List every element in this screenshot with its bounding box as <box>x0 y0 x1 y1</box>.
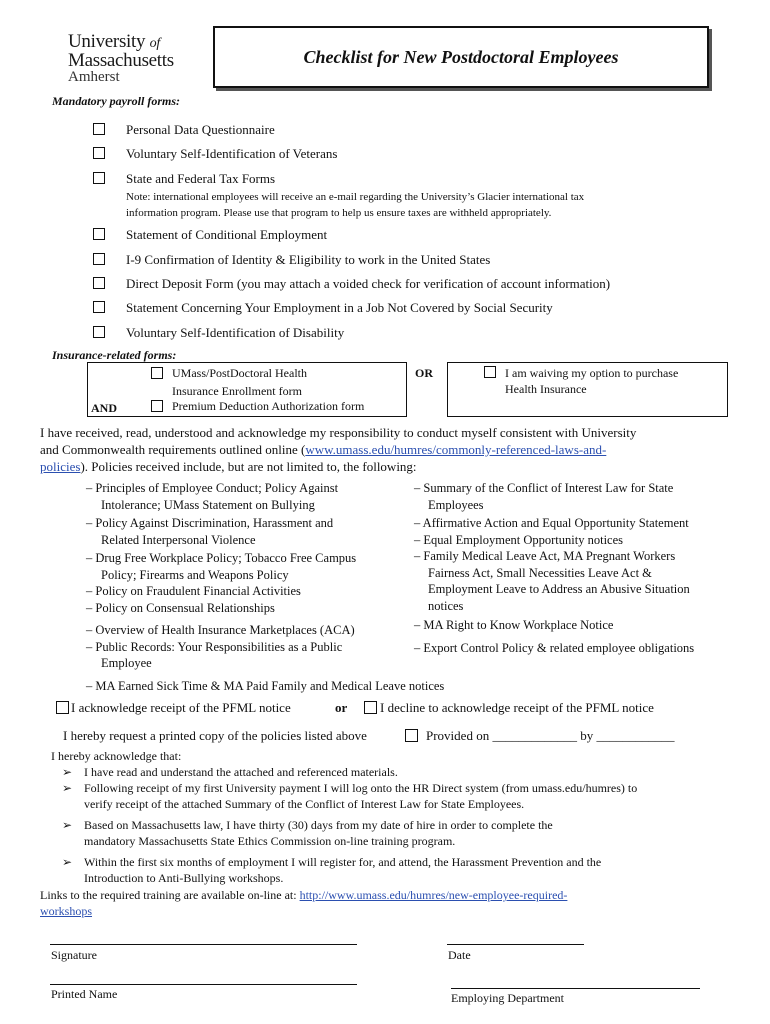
waive-line: Health Insurance <box>505 382 587 396</box>
policy-list-right <box>414 480 744 656</box>
checkbox[interactable] <box>93 253 105 265</box>
policy-item: – Affirmative Action and Equal Opportunity Statement <box>414 516 689 530</box>
policy-item: – Drug Free Workplace Policy; Tobacco Free Campus Policy; Firearms and Weapons Policy <box>86 551 357 582</box>
arrow-bullet-icon: ➢ <box>62 818 73 832</box>
pfml-decline-label: I decline to acknowledge receipt of the PFML notice <box>380 700 654 715</box>
provided-on-line: Provided on _____________ by ____________ <box>426 728 675 743</box>
date-line <box>447 944 584 945</box>
waive-insurance-checkbox[interactable] <box>484 366 496 378</box>
policies-link[interactable]: www.umass.edu/humres/commonly-referenced-laws-and- <box>305 442 607 457</box>
payroll-item[interactable] <box>93 227 327 243</box>
department-line <box>451 988 700 989</box>
pfml-ack-checkbox[interactable] <box>56 701 69 714</box>
policy-list-left <box>86 480 406 672</box>
checkbox[interactable] <box>93 172 105 184</box>
payroll-item-label: Statement Concerning Your Employment in a Job Not Covered by Social Security <box>126 300 553 315</box>
umass-health-checkbox[interactable] <box>151 367 163 379</box>
printed-name-line <box>50 984 357 985</box>
payroll-item-label: Direct Deposit Form (you may attach a voided check for verification of account information) <box>126 276 611 291</box>
ack-line: ). Policies received include, but are not limited to, the following: <box>80 459 417 474</box>
insurance-heading: Insurance-related forms: <box>52 348 177 362</box>
payroll-item-label: Personal Data Questionnaire <box>126 122 275 137</box>
payroll-item-label: Voluntary Self-Identification of Disability <box>126 325 345 340</box>
logo-line1: University <box>68 31 146 52</box>
checkbox[interactable] <box>93 147 105 159</box>
policy-item: – Policy on Fraudulent Financial Activities <box>86 584 301 598</box>
training-link-cont[interactable]: workshops <box>40 904 93 918</box>
tax-note <box>126 189 584 221</box>
payroll-item[interactable] <box>93 325 344 341</box>
payroll-item[interactable] <box>93 122 275 138</box>
payroll-item[interactable] <box>93 300 553 316</box>
payroll-item-label: Voluntary Self-Identification of Veterans <box>126 146 338 161</box>
acknowledge-heading: I hereby acknowledge that: <box>51 749 182 763</box>
policy-item: – Policy on Consensual Relationships <box>86 600 275 615</box>
payroll-item[interactable] <box>93 276 610 292</box>
signature-label: Signature <box>51 948 97 962</box>
printed-copy-request: I hereby request a printed copy of the policies listed above <box>63 728 367 743</box>
policy-item: – Public Records: Your Responsibilities as a Public Employee <box>86 639 343 670</box>
pfml-ack-label: I acknowledge receipt of the PFML notice <box>71 700 291 715</box>
checkbox[interactable] <box>93 123 105 135</box>
or-label: OR <box>415 366 433 380</box>
payroll-item[interactable] <box>93 171 275 187</box>
acknowledge-bullet: ➢ I have read and understand the attached and referenced materials. <box>62 765 398 779</box>
logo-line2: Massachusetts <box>68 50 174 71</box>
logo-of: of <box>149 36 160 51</box>
checkbox[interactable] <box>93 326 105 338</box>
training-links <box>40 887 740 919</box>
checkbox[interactable] <box>93 228 105 240</box>
acknowledge-bullet: ➢ Based on Massachusetts law, I have thirty (30) days from my date of hire in order to complete the mandatory Massachusetts State Ethics Commission on-line training program. <box>62 818 553 848</box>
tax-note-line: Note: international employees will receive an e-mail regarding the University’s Glacier international tax <box>126 191 585 203</box>
premium-deduction-checkbox[interactable] <box>151 400 163 412</box>
policy-item: – Overview of Health Insurance Marketplaces (ACA) <box>86 623 355 637</box>
arrow-bullet-icon: ➢ <box>62 781 73 795</box>
waive-line: I am waiving my option to purchase <box>505 366 679 380</box>
arrow-bullet-icon: ➢ <box>62 765 73 779</box>
waive-insurance-label <box>505 365 678 397</box>
arrow-bullet-icon: ➢ <box>62 855 73 869</box>
training-links-text: Links to the required training are available on-line at: <box>40 888 297 902</box>
premium-deduction-label: Premium Deduction Authorization form <box>172 399 365 413</box>
policy-item: – Equal Employment Opportunity notices <box>414 532 623 547</box>
policy-item: – Export Control Policy & related employee obligations <box>414 640 695 655</box>
checkbox[interactable] <box>93 301 105 313</box>
payroll-item-label: State and Federal Tax Forms <box>126 171 276 186</box>
payroll-item-label: I-9 Confirmation of Identity & Eligibility to work in the United States <box>126 252 491 267</box>
policies-link-cont[interactable]: policies <box>40 459 81 474</box>
pfml-decline-checkbox[interactable] <box>364 701 377 714</box>
page-title <box>213 26 709 88</box>
printed-copy-checkbox[interactable] <box>405 729 418 742</box>
umass-health-line: Insurance Enrollment form <box>172 384 302 398</box>
pfml-or: or <box>335 700 348 715</box>
date-label: Date <box>448 948 471 962</box>
tax-note-line: information program. Please use that program to help us ensure taxes are withheld appropriately. <box>126 207 552 219</box>
umass-health-label <box>172 365 307 399</box>
acknowledgement-paragraph <box>40 424 740 475</box>
acknowledge-list <box>62 764 732 886</box>
acknowledge-bullet: ➢ Following receipt of my first University payment I will log onto the HR Direct system (from umass.edu/humres) to verify receipt of the attached Summary of the Conflict of Interest Law for State Employees. <box>62 781 638 811</box>
payroll-item[interactable] <box>93 252 490 268</box>
printed-name-label: Printed Name <box>51 987 118 1001</box>
department-label: Employing Department <box>451 991 564 1005</box>
payroll-item-label: Statement of Conditional Employment <box>126 227 328 242</box>
ack-line: I have received, read, understood and acknowledge my responsibility to conduct myself consistent with University <box>40 425 637 440</box>
payroll-heading: Mandatory payroll forms: <box>52 94 181 108</box>
policy-item: – MA Right to Know Workplace Notice <box>414 618 614 632</box>
payroll-item[interactable] <box>93 146 337 162</box>
umass-logo <box>68 32 174 85</box>
logo-line3: Amherst <box>68 69 120 85</box>
sick-time-item: – MA Earned Sick Time & MA Paid Family and Medical Leave notices <box>86 679 445 693</box>
checkbox[interactable] <box>93 277 105 289</box>
signature-line <box>50 944 357 945</box>
ack-line: and Commonwealth requirements outlined online ( <box>40 442 306 457</box>
training-link[interactable]: http://www.umass.edu/humres/new-employee-required- <box>299 888 568 902</box>
policy-item: – Family Medical Leave Act, MA Pregnant Workers Fairness Act, Small Necessities Leave Act & Employment Leave to Address an Abusive Situation notices <box>414 549 690 613</box>
acknowledge-bullet: ➢ Within the first six months of employment I will register for, and attend, the Harassment Prevention and the Introduction to Anti-Bullying workshops. <box>62 855 602 885</box>
policy-item: – Summary of the Conflict of Interest Law for State Employees <box>414 481 674 512</box>
umass-health-line: UMass/PostDoctoral Health <box>172 366 307 380</box>
policy-item: – Principles of Employee Conduct; Policy Against Intolerance; UMass Statement on Bullying <box>86 481 339 512</box>
title-text: Checklist for New Postdoctoral Employees <box>303 46 619 67</box>
and-label: AND <box>91 401 117 415</box>
policy-item: – Policy Against Discrimination, Harassment and Related Interpersonal Violence <box>86 516 334 547</box>
